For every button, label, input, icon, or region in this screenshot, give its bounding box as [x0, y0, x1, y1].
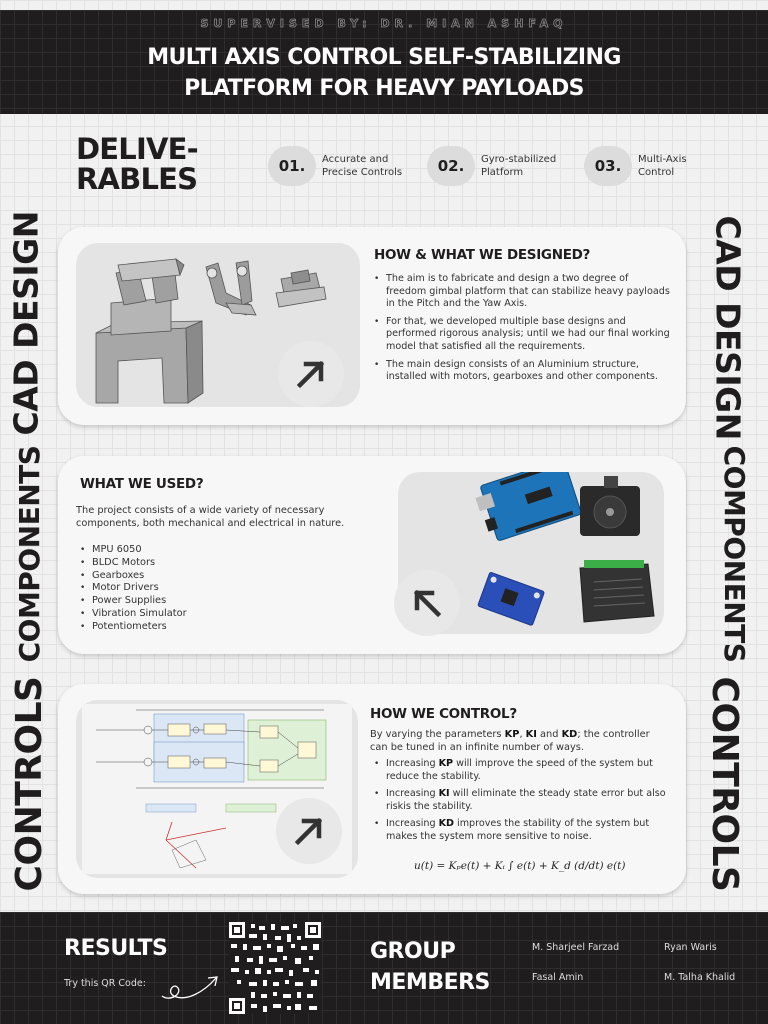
results-title: RESULTS [64, 936, 168, 961]
controls-bullet-list [374, 758, 670, 849]
supervisor-line: SUPERVISED BY: DR. MIAN ASHFAQ [200, 17, 568, 30]
deliverables-title-line-1: DELIVE- [76, 132, 198, 166]
curly-arrow-icon [160, 972, 222, 1002]
arrow-up-right-button[interactable] [278, 341, 344, 407]
arrow-up-right-button[interactable] [276, 798, 342, 864]
poster-title [0, 42, 768, 104]
deliverable-text-line: Precise Controls [322, 167, 403, 178]
components-heading: WHAT WE USED? [80, 476, 204, 492]
cad-bullet-list [374, 273, 670, 389]
side-label-components-left: COMPONENTS [13, 445, 46, 663]
arrow-up-left-icon [410, 586, 444, 620]
intro-text: , [519, 729, 526, 740]
bullet-key: KP [438, 758, 454, 769]
deliverable-text-line: Gyro-stabilized [481, 154, 557, 165]
bullet-text: will eliminate the steady state error but also riskis the stability. [386, 788, 666, 812]
bullet-key: KI [438, 788, 450, 800]
side-label-cad-left: CAD DESIGN [6, 211, 46, 436]
deliverable-text-line: Platform [481, 167, 524, 178]
member-name: M. Talha Khalid [664, 972, 736, 983]
cad-bullet: • The main design consists of an Aluminium structure, installed with motors, gearboxes and other components. [374, 359, 670, 384]
deliverable-text-line: Accurate and [322, 154, 389, 165]
cad-bullet: • The aim is to fabricate and design a two degree of freedom gimbal platform that can stabilize heavy payloads in the Pitch and the Yaw Axis. [374, 273, 670, 311]
component-item: • Power Supplies [80, 595, 280, 608]
bullet-text: Increasing [386, 818, 439, 830]
deliverable-text-line: Control [638, 167, 675, 178]
component-item: • Vibration Simulator [80, 608, 280, 621]
component-item: • MPU 6050 [80, 544, 280, 557]
components-card [58, 456, 686, 654]
group-title-line: GROUP [370, 939, 456, 964]
side-label-controls-right: CONTROLS [704, 676, 745, 892]
title-line-2: PLATFORM FOR HEAVY PAYLOADS [184, 76, 584, 101]
controls-card [58, 684, 686, 894]
deliverable-text [322, 153, 417, 179]
deliverable-number: 02. [427, 146, 475, 186]
deliverables-title-line-2: RABLES [76, 162, 198, 196]
deliverables-title [76, 134, 198, 194]
controls-bullet [374, 818, 670, 843]
qr-code-icon [229, 922, 321, 1014]
cad-design-card [58, 227, 686, 425]
deliverable-item [427, 146, 576, 186]
components-list [80, 544, 280, 634]
pid-formula: u(t) = Kₚe(t) + Kᵢ ∫ e(t) + K_d (d/dt) e(t) [414, 860, 626, 872]
bullet-text: will improve the speed of the system but reduce the stability. [386, 758, 653, 782]
side-label-components-right: COMPONENTS [718, 445, 751, 663]
qr-hint: Try this QR Code: [64, 978, 146, 989]
poster-header [0, 10, 768, 114]
component-item: • BLDC Motors [80, 557, 280, 570]
poster-footer [0, 912, 768, 1024]
arrow-up-left-button[interactable] [394, 570, 460, 636]
arrow-up-right-icon [294, 357, 328, 391]
deliverable-text [638, 153, 733, 179]
component-item: • Potentiometers [80, 621, 280, 634]
group-title-line: MEMBERS [370, 970, 490, 995]
cad-heading: HOW & WHAT WE DESIGNED? [374, 247, 591, 263]
intro-text: and [536, 729, 562, 740]
deliverable-item [268, 146, 417, 186]
kd-term: KD [561, 729, 578, 740]
member-name: Ryan Waris [664, 942, 717, 953]
member-name: Fasal Amin [532, 972, 584, 983]
controls-heading: HOW WE CONTROL? [370, 706, 517, 722]
deliverable-number: 03. [584, 146, 632, 186]
results-qr-code[interactable] [229, 922, 321, 1014]
component-item: • Motor Drivers [80, 582, 280, 595]
controls-bullet [374, 758, 670, 783]
bullet-text: Increasing [386, 788, 439, 800]
controls-bullet [374, 788, 670, 813]
intro-text: ; the controller can be tuned in an infinite number of ways. [370, 729, 650, 753]
ki-term: KI [525, 729, 537, 740]
deliverable-number: 01. [268, 146, 316, 186]
bullet-key: KD [438, 818, 454, 830]
cad-bullet: • For that, we developed multiple base designs and performed rigorous analysis; until we had our final working model that satisfied all the requirements. [374, 316, 670, 354]
deliverable-item [584, 146, 733, 186]
bullet-text: Increasing [386, 758, 439, 769]
arrow-up-right-icon [292, 814, 326, 848]
intro-text: By varying the parameters [370, 729, 505, 740]
member-name: M. Sharjeel Farzad [532, 942, 620, 953]
deliverable-text [481, 153, 576, 179]
title-line-1: MULTI AXIS CONTROL SELF-STABILIZING [147, 45, 621, 70]
components-intro: The project consists of a wide variety of necessary components, both mechanical and electrical in nature. [76, 505, 345, 529]
component-item: • Gearboxes [80, 570, 280, 583]
group-members-title [370, 936, 490, 998]
deliverable-text-line: Multi-Axis [638, 154, 687, 165]
controls-intro [370, 728, 670, 754]
bullet-text: improves the stability of the system but makes the system more sensitive to noise. [386, 818, 650, 842]
side-label-controls-left: CONTROLS [9, 676, 50, 892]
kp-term: KP [504, 729, 520, 740]
side-label-cad-right: CAD DESIGN [708, 215, 748, 440]
